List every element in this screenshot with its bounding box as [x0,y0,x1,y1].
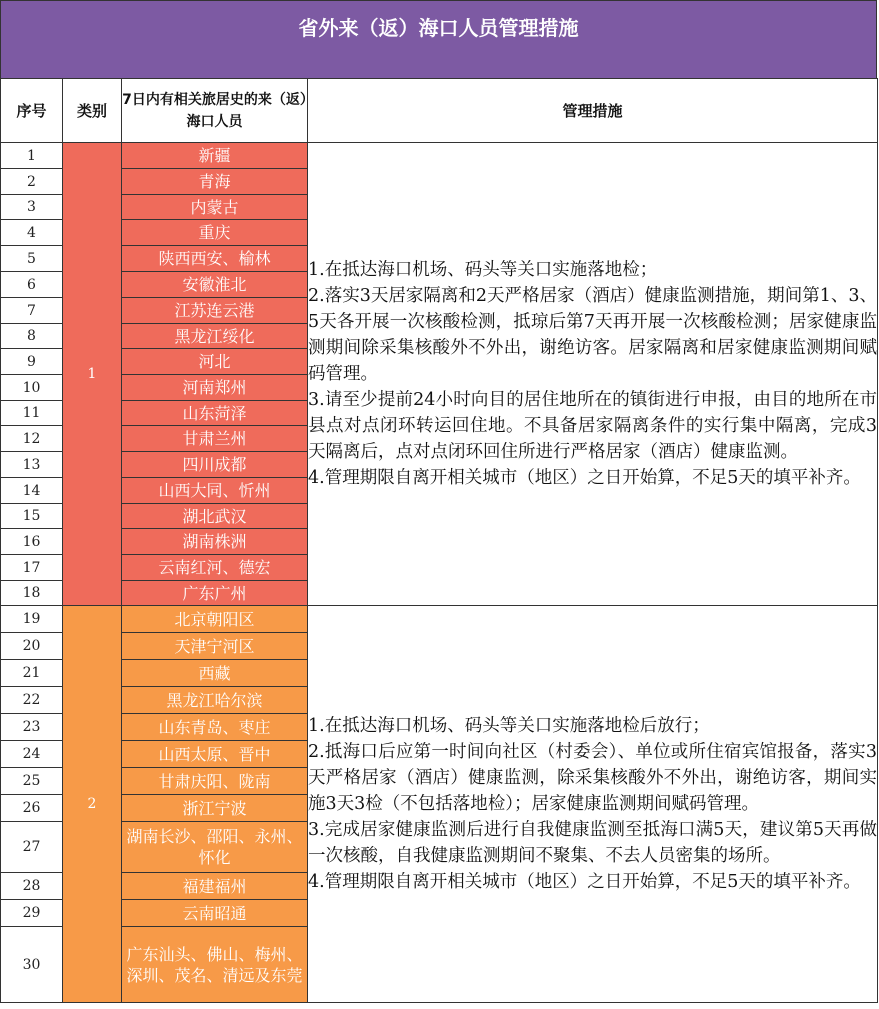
row-seq: 6 [1,272,63,298]
region-cell: 山西太原、晋中 [122,741,308,768]
row-seq: 11 [1,401,63,426]
row-seq: 17 [1,555,63,581]
row-seq: 30 [1,927,63,1003]
row-seq: 18 [1,581,63,606]
category-cell: 2 [63,606,122,1003]
region-cell: 安徽淮北 [122,272,308,298]
measures-cell [308,143,878,606]
table-row [1,143,878,169]
region-cell: 山东菏泽 [122,401,308,426]
row-seq: 4 [1,220,63,246]
row-seq: 13 [1,452,63,478]
measure-item: 4.管理期限自离开相关城市（地区）之日开始算，不足5天的填平补齐。 [308,468,861,488]
row-seq: 12 [1,426,63,452]
region-cell: 山西大同、忻州 [122,478,308,504]
region-cell: 陕西西安、榆林 [122,246,308,272]
region-cell: 青海 [122,169,308,195]
measure-item: 3.请至少提前24小时向目的居住地所在的镇街进行申报，由目的地所在市县点对点闭环转运回住地。不具备居家隔离条件的实行集中隔离，完成3天隔离后，点对点闭环回住所进行严格居家（酒店）健康监测。 [308,390,877,462]
row-seq: 24 [1,741,63,768]
region-cell: 云南红河、德宏 [122,555,308,581]
row-seq: 5 [1,246,63,272]
measures-cell [308,606,878,1003]
measure-item: 3.完成居家健康监测后进行自我健康监测至抵海口满5天，建议第5天再做一次核酸，自我健康监测期间不聚集、不去人员密集的场所。 [308,820,877,866]
region-cell: 河南郑州 [122,375,308,401]
row-seq: 21 [1,660,63,687]
region-cell: 新疆 [122,143,308,169]
region-cell: 四川成都 [122,452,308,478]
row-seq: 19 [1,606,63,633]
region-cell: 福建福州 [122,873,308,900]
row-seq: 23 [1,714,63,741]
row-seq: 15 [1,504,63,529]
row-seq: 3 [1,195,63,220]
row-seq: 27 [1,822,63,873]
region-cell: 甘肃庆阳、陇南 [122,768,308,795]
header-category: 类别 [63,79,122,143]
row-seq: 26 [1,795,63,822]
row-seq: 16 [1,529,63,555]
table-row [1,606,878,633]
category-cell: 1 [63,143,122,606]
region-cell: 湖南长沙、邵阳、永州、怀化 [122,822,308,873]
row-seq: 20 [1,633,63,660]
measure-item: 1.在抵达海口机场、码头等关口实施落地检后放行； [308,716,710,736]
region-cell: 重庆 [122,220,308,246]
region-cell: 湖北武汉 [122,504,308,529]
region-cell: 湖南株洲 [122,529,308,555]
measures-table [0,78,878,1003]
header-measures: 管理措施 [308,79,878,143]
region-cell: 广东汕头、佛山、梅州、深圳、茂名、清远及东莞 [122,927,308,1003]
region-cell: 浙江宁波 [122,795,308,822]
region-cell: 甘肃兰州 [122,426,308,452]
region-cell: 河北 [122,349,308,375]
region-cell: 天津宁河区 [122,633,308,660]
region-cell: 黑龙江哈尔滨 [122,687,308,714]
region-cell: 广东广州 [122,581,308,606]
region-cell: 云南昭通 [122,900,308,927]
row-seq: 10 [1,375,63,401]
sheet-title: 省外来（返）海口人员管理措施 [0,0,877,80]
region-cell: 内蒙古 [122,195,308,220]
header-seq: 序号 [1,79,63,143]
measure-item: 4.管理期限自离开相关城市（地区）之日开始算，不足5天的填平补齐。 [308,872,861,892]
header-history: 7日内有相关旅居史的来（返）海口人员 [122,79,308,143]
header-row [1,79,878,143]
row-seq: 2 [1,169,63,195]
measure-item: 1.在抵达海口机场、码头等关口实施落地检； [308,260,658,280]
row-seq: 29 [1,900,63,927]
table-body [1,143,878,1003]
row-seq: 28 [1,873,63,900]
region-cell: 山东青岛、枣庄 [122,714,308,741]
region-cell: 西藏 [122,660,308,687]
measure-item: 2.落实3天居家隔离和2天严格居家（酒店）健康监测措施，期间第1、3、5天各开展一次核酸检测，抵琼后第7天再开展一次核酸检测；居家健康监测期间除采集核酸外不外出，谢绝访客。居家隔离和居家健康监测期间赋码管理。 [308,286,877,384]
row-seq: 7 [1,298,63,324]
measure-item: 2.抵海口后应第一时间向社区（村委会）、单位或所住宿宾馆报备，落实3天严格居家（酒店）健康监测，除采集核酸外不外出，谢绝访客，期间实施3天3检（不包括落地检）；居家健康监测期间赋码管理。 [308,742,877,814]
row-seq: 1 [1,143,63,169]
row-seq: 22 [1,687,63,714]
row-seq: 9 [1,349,63,375]
row-seq: 8 [1,324,63,349]
region-cell: 黑龙江绥化 [122,324,308,349]
region-cell: 北京朝阳区 [122,606,308,633]
row-seq: 14 [1,478,63,504]
row-seq: 25 [1,768,63,795]
region-cell: 江苏连云港 [122,298,308,324]
